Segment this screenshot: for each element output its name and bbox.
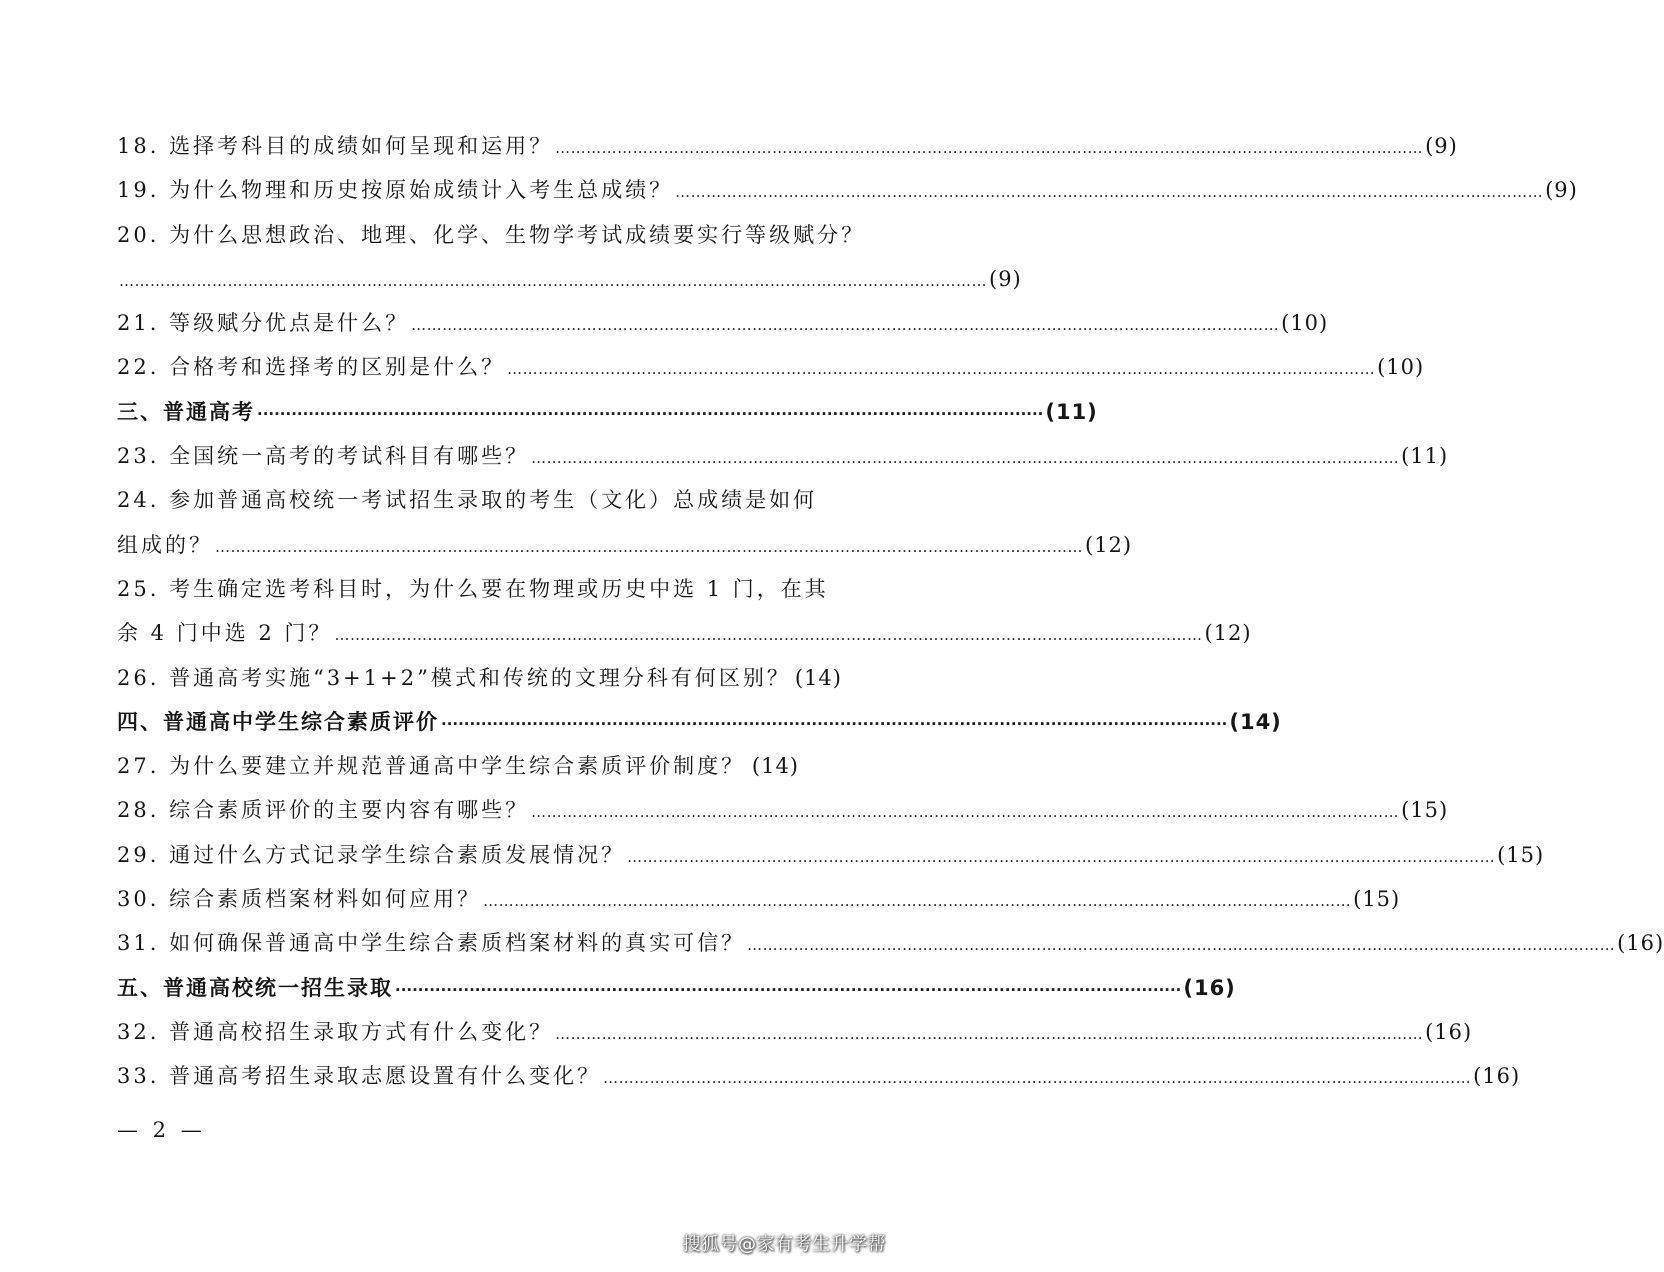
toc-page-number: (12)	[1085, 532, 1133, 557]
toc-entry-24-continuation[interactable]	[117, 523, 1133, 567]
toc-section-3[interactable]	[117, 390, 1098, 434]
toc-page-number: (14)	[794, 665, 842, 690]
toc-entry-title: 25. 考生确定选考科目时，为什么要在物理或历史中选 1 门，在其	[117, 576, 829, 601]
toc-entry-20-continuation[interactable]	[117, 257, 1022, 301]
toc-entry-33[interactable]	[117, 1054, 1521, 1098]
toc-entry-title: 余 4 门中选 2 门？	[117, 621, 333, 646]
toc-page-number: (9)	[1545, 178, 1578, 203]
toc-page-number: (11)	[1045, 399, 1098, 424]
toc-page-number: (10)	[1281, 311, 1329, 336]
dot-leader: ……………………………………………………………………………………………………………………………………………………	[507, 360, 1376, 379]
toc-entry-title: 27. 为什么要建立并规范普通高中学生综合素质评价制度？	[117, 754, 746, 779]
source-watermark: 搜狐号@家有考生升学帮	[682, 1234, 886, 1255]
dot-leader: ……………………………………………………………………………………………………………………………………………………	[531, 449, 1400, 468]
toc-page-number: (15)	[1497, 842, 1545, 867]
toc-entry-24[interactable]	[117, 478, 818, 522]
toc-entry-title: 22. 合格考和选择考的区别是什么？	[117, 355, 506, 380]
toc-section-title: 五、普通高校统一招生录取	[117, 975, 393, 1000]
toc-entry-title: 23. 全国统一高考的考试科目有哪些？	[117, 444, 530, 469]
toc-entry-28[interactable]	[117, 788, 1449, 832]
toc-entry-31[interactable]	[117, 921, 1664, 965]
toc-page-number: (16)	[1617, 931, 1664, 956]
toc-entry-title: 组成的？	[117, 532, 213, 557]
toc-entry-title: 32. 普通高校招生录取方式有什么变化？	[117, 1019, 554, 1044]
toc-page-number: (16)	[1183, 975, 1236, 1000]
toc-section-title: 三、普通高考	[117, 399, 255, 424]
toc-page-number: (15)	[1353, 887, 1401, 912]
toc-page-number: (15)	[1401, 798, 1449, 823]
dot-leader: ……………………………………………………………………………………………………………………………………………………	[119, 271, 987, 290]
dot-leader: ··········································································································································	[441, 714, 1228, 733]
dot-leader: ……………………………………………………………………………………………………………………………………………………	[215, 537, 1083, 556]
toc-page-number: (16)	[1425, 1019, 1473, 1044]
toc-entry-18[interactable]	[117, 124, 1458, 168]
toc-entry-title: 33. 普通高考招生录取志愿设置有什么变化？	[117, 1064, 602, 1089]
toc-entry-title: 30. 综合素质档案材料如何应用？	[117, 887, 482, 912]
dot-leader: ……………………………………………………………………………………………………………………………………………………	[411, 316, 1280, 335]
toc-section-5[interactable]	[117, 966, 1236, 1010]
toc-entry-30[interactable]	[117, 877, 1401, 921]
toc-entry-title: 26. 普通高考实施“3+1+2”模式和传统的文理分科有何区别？	[117, 665, 791, 690]
toc-page-number: (9)	[1425, 134, 1458, 158]
toc-entry-21[interactable]	[117, 301, 1329, 345]
table-of-contents	[117, 124, 1664, 1099]
toc-page-number: (12)	[1204, 621, 1252, 646]
dot-leader: ……………………………………………………………………………………………………………………………………………………	[603, 1069, 1472, 1088]
dot-leader: ··········································································································································	[395, 980, 1182, 999]
toc-page-number: (16)	[1473, 1064, 1521, 1089]
toc-entry-title: 28. 综合素质评价的主要内容有哪些？	[117, 798, 530, 823]
toc-page-number: (10)	[1377, 355, 1425, 380]
toc-entry-32[interactable]	[117, 1010, 1473, 1054]
toc-page-number: (14)	[751, 754, 799, 779]
dot-leader: ……………………………………………………………………………………………………………………………………………………	[531, 803, 1400, 822]
toc-entry-27[interactable]	[117, 744, 799, 788]
dot-leader: ……………………………………………………………………………………………………………………………………………………	[747, 936, 1616, 955]
toc-entry-title: 21. 等级赋分优点是什么？	[117, 311, 410, 336]
toc-page-number: (9)	[989, 266, 1022, 291]
toc-entry-title: 24. 参加普通高校统一考试招生录取的考生（文化）总成绩是如何	[117, 488, 818, 513]
dot-leader: ……………………………………………………………………………………………………………………………………………………	[555, 1024, 1424, 1043]
toc-entry-title: 20. 为什么思想政治、地理、化学、生物学考试成绩要实行等级赋分？	[117, 222, 866, 247]
dot-leader: ……………………………………………………………………………………………………………………………………………………	[334, 626, 1203, 645]
toc-entry-title: 31. 如何确保普通高中学生综合素质档案材料的真实可信？	[117, 931, 746, 956]
toc-entry-19[interactable]	[117, 168, 1578, 212]
toc-entry-23[interactable]	[117, 434, 1449, 478]
toc-entry-25-continuation[interactable]	[117, 611, 1252, 655]
toc-entry-20[interactable]	[117, 213, 866, 257]
page-number-footer: — 2 —	[117, 1118, 206, 1142]
toc-entry-29[interactable]	[117, 833, 1545, 877]
toc-entry-25[interactable]	[117, 567, 829, 611]
toc-page-number: (14)	[1229, 709, 1282, 734]
toc-section-title: 四、普通高中学生综合素质评价	[117, 709, 439, 734]
dot-leader: ……………………………………………………………………………………………………………………………………………………	[675, 183, 1544, 202]
toc-entry-22[interactable]	[117, 345, 1425, 389]
toc-entry-26[interactable]	[117, 656, 842, 700]
dot-leader: ……………………………………………………………………………………………………………………………………………………	[483, 892, 1352, 911]
toc-entry-title: 18. 选择考科目的成绩如何呈现和运用？	[117, 134, 554, 158]
toc-entry-title: 19. 为什么物理和历史按原始成绩计入考生总成绩？	[117, 178, 674, 203]
toc-entry-title: 29. 通过什么方式记录学生综合素质发展情况？	[117, 842, 626, 867]
toc-section-4[interactable]	[117, 700, 1282, 744]
dot-leader: ··········································································································································	[257, 404, 1044, 423]
dot-leader: ……………………………………………………………………………………………………………………………………………………	[555, 139, 1424, 157]
dot-leader: ……………………………………………………………………………………………………………………………………………………	[627, 847, 1496, 866]
toc-page-number: (11)	[1401, 444, 1449, 469]
